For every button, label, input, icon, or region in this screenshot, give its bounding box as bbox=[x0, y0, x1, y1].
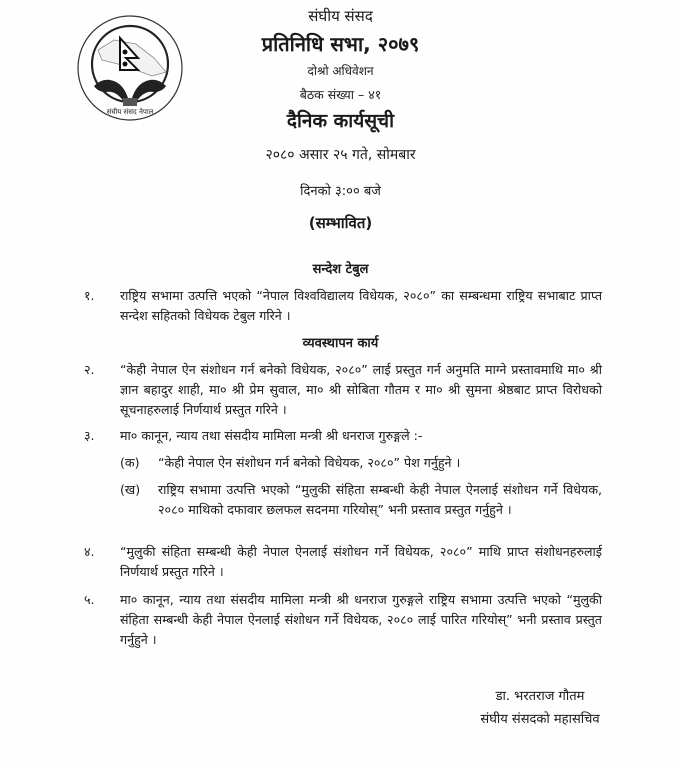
agenda-time: दिनको ३:०० बजे bbox=[300, 184, 381, 199]
item-text: “केही नेपाल ऐन संशोधन गर्न बनेको विधेयक, २०८०” लाई प्रस्तुत गर्न अनुमति माग्ने प्रस्तावमाथि मा० श्री ज्ञान बहादुर शाही, मा० श्री प्रेम सुवाल, मा० श्री सोबिता गौतम र मा० श्री सुमना श्रेष्ठबाट प्राप्त विरोधको सूचनाहरुलाई निर्णयार्थ प्रस्तुत गरिने । bbox=[120, 362, 602, 417]
item-text: “मुलुकी संहिता सम्बन्धी केही नेपाल ऐनलाई संशोधन गर्ने विधेयक, २०८०” माथि प्राप्त संशोधनहरुलाई निर्णयार्थ प्रस्तुत गरिने । bbox=[120, 544, 602, 579]
subitem-text: “केही नेपाल ऐन संशोधन गर्न बनेको विधेयक, २०८०” पेश गर्नुहुने । bbox=[158, 455, 461, 470]
item-number: १. bbox=[84, 288, 95, 303]
signatory-designation: संघीय संसदको महासचिव bbox=[480, 712, 600, 727]
agenda-status: (सम्भावित) bbox=[308, 214, 373, 232]
signatory-name: डा. भरतराज गौतम bbox=[495, 689, 585, 704]
item-number: २. bbox=[84, 362, 95, 377]
agenda-date: २०८० असार २५ गते, सोमबार bbox=[265, 147, 416, 163]
item-number: ४. bbox=[84, 544, 95, 559]
item-number: ५. bbox=[84, 592, 95, 607]
emblem-caption: संघीय संसद नेपाल bbox=[106, 108, 154, 116]
session-label: दोश्रो अधिवेशन bbox=[307, 64, 374, 78]
house-title: प्रतिनिधि सभा, २०७९ bbox=[261, 32, 420, 56]
page-title: दैनिक कार्यसूची bbox=[286, 110, 395, 132]
item-text: मा० कानून, न्याय तथा संसदीय मामिला मन्त्री श्री धनराज गुरुङ्गले राष्ट्रिय सभामा उत्पत्ति भएको “मुलुकी संहिता सम्बन्धी केही नेपाल ऐनलाई संशोधन गर्ने विधेयक, २०८० लाई पारित गरियोस्” भनी प्रस्ताव प्रस्तुत गर्नुहुने । bbox=[120, 592, 602, 647]
section-heading-message-table: सन्देश टेबुल bbox=[312, 262, 369, 277]
subitem-label: (क) bbox=[120, 455, 140, 470]
section-heading-legislative-business: व्यवस्थापन कार्य bbox=[302, 336, 379, 351]
meeting-number: बैठक संख्या – ४१ bbox=[299, 87, 382, 102]
subitem-text: राष्ट्रिय सभामा उत्पत्ति भएको “मुलुकी संहिता सम्बन्धी केही नेपाल ऐनलाई संशोधन गर्ने विधेयक, २०८० माथिको दफावार छलफल सदनमा गरियोस्” भनी प्रस्ताव प्रस्तुत गर्नुहुने । bbox=[158, 482, 602, 517]
item-text: राष्ट्रिय सभामा उत्पत्ति भएको “नेपाल विश्वविद्यालय विधेयक, २०८०” का सम्बन्धमा राष्ट्रिय सभाबाट प्राप्त सन्देश सहितको विधेयक टेबुल गरिने । bbox=[120, 288, 602, 323]
org-name: संघीय संसद bbox=[308, 7, 373, 25]
item-text: मा० कानून, न्याय तथा संसदीय मामिला मन्त्री श्री धनराज गुरुङ्गले :- bbox=[120, 428, 423, 443]
subitem-label: (ख) bbox=[120, 482, 141, 497]
item-number: ३. bbox=[84, 428, 95, 443]
